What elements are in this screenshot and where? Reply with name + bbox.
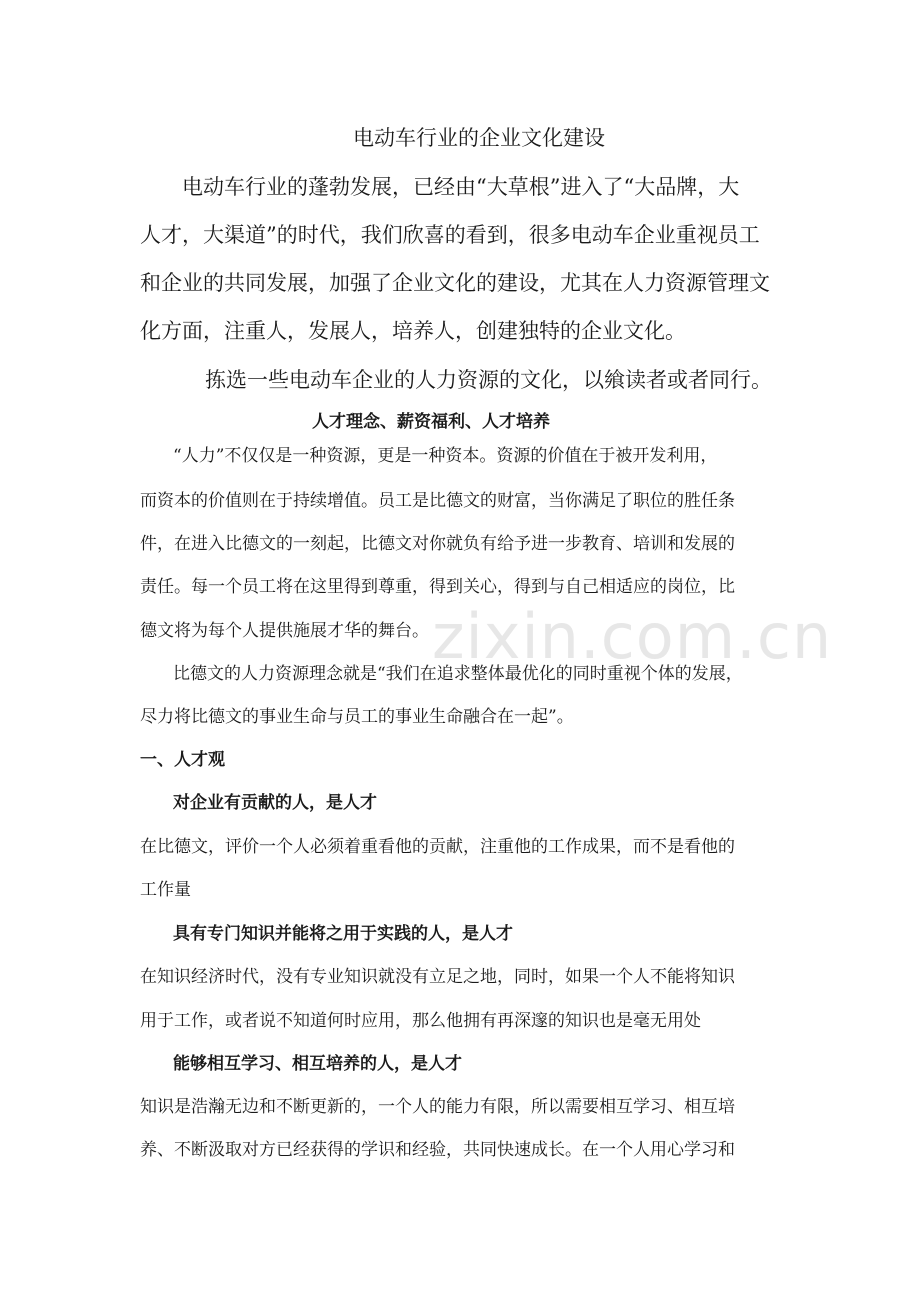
p2-line-2: 尽力将比德文的事业生命与员工的事业生命融合在一起”。 [140, 707, 574, 727]
sub-heading-3: 能够相互学习、相互培养的人，是人才 [173, 1054, 462, 1074]
sub-heading-1: 对企业有贡献的人，是人才 [173, 793, 377, 813]
document-title: 电动车行业的企业文化建设 [353, 126, 605, 150]
intro-line-2: 人才，大渠道”的时代，我们欣喜的看到，很多电动车企业重视员工 [140, 223, 760, 247]
sub1-line-2: 工作量 [140, 880, 191, 900]
intro-selection-line: 拣选一些电动车企业的人力资源的文化，以飨读者或者同行。 [205, 368, 772, 392]
p1-line-5: 德文将为每个人提供施展才华的舞台。 [140, 621, 429, 641]
sub3-line-1: 知识是浩瀚无边和不断更新的，一个人的能力有限，所以需要相互学习、相互培 [140, 1097, 735, 1117]
sub2-line-1: 在知识经济时代，没有专业知识就没有立足之地，同时，如果一个人不能将知识 [140, 967, 735, 987]
intro-line-3: 和企业的共同发展，加强了企业文化的建设，尤其在人力资源管理文 [140, 271, 770, 295]
intro-line-1: 电动车行业的蓬勃发展，已经由“大草根”进入了“大品牌，大 [182, 175, 740, 199]
p1-line-2: 而资本的价值则在于持续增值。员工是比德文的财富，当你满足了职位的胜任条 [140, 491, 735, 511]
sub3-line-2: 养、不断汲取对方已经获得的学识和经验，共同快速成长。在一个人用心学习和 [140, 1140, 735, 1160]
p1-line-4: 责任。每一个员工将在这里得到尊重，得到关心，得到与自己相适应的岗位，比 [140, 577, 735, 597]
intro-line-4: 化方面，注重人，发展人，培养人，创建独特的企业文化。 [140, 319, 686, 343]
sub1-line-1: 在比德文，评价一个人必须着重看他的贡献，注重他的工作成果，而不是看他的 [140, 837, 735, 857]
p1-line-1: “人力”不仅仅是一种资源，更是一种资本。资源的价值在于被开发利用， [173, 446, 718, 466]
p1-line-3: 件，在进入比德文的一刻起，比德文对你就负有给予进一步教育、培训和发展的 [140, 534, 735, 554]
sub-heading-2: 具有专门知识并能将之用于实践的人，是人才 [173, 924, 513, 944]
talent-view-heading: 一、人才观 [140, 750, 225, 770]
sub2-line-2: 用于工作，或者说不知道何时应用，那么他拥有再深邃的知识也是毫无用处 [140, 1011, 701, 1031]
p2-line-1: 比德文的人力资源理念就是“我们在追求整体最优化的同时重视个体的发展， [173, 664, 743, 684]
watermark: zixin.com.cn [432, 600, 833, 673]
section-heading: 人才理念、薪资福利、人才培养 [312, 412, 550, 432]
